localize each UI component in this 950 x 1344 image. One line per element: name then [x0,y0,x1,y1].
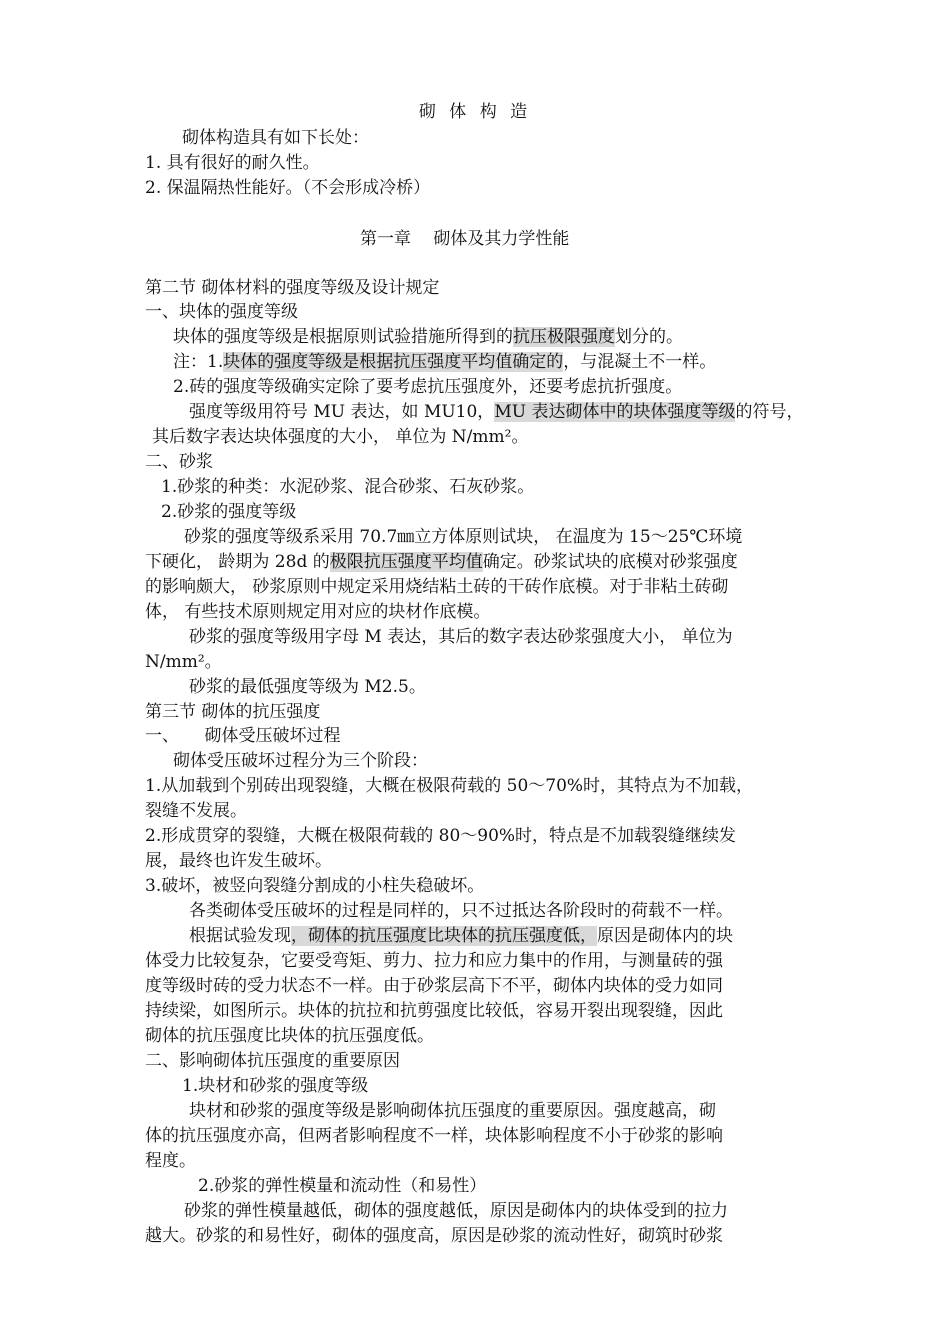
text-segment: 原因是砌体内的块 [597,926,733,946]
subsection-failure-process: 一、 砌体受压破坏过程 [145,726,341,746]
highlighted-text: 极限抗压强度平均值 [329,552,483,572]
paragraph-mu [189,400,803,424]
paragraph-factor-1: 块材和砂浆的强度等级是影响砌体抗压强度的重要原因。强度越高，砌 [189,1101,716,1121]
paragraph-same-process: 各类砌体受压破坏的过程是同样的，只不过抵达各阶段时的荷载不一样。 [189,901,733,921]
text-segment: 块体的强度等级是根据原则试验措施所得到的 [173,327,513,347]
stage-2: 2.形成贯穿的裂缝，大概在极限荷载的 80～90%时，特点是不加载裂缝继续发 [145,826,737,846]
stage-2-cont: 展，最终也许发生破坏。 [145,851,332,871]
note-1 [173,350,716,374]
subsection-factors: 二、影响砌体抗压强度的重要原因 [145,1051,400,1071]
page-title: 砌 体 构 造 [418,102,532,122]
text-segment: ，与混凝土不一样。 [563,352,717,372]
paragraph-line: 持续梁，如图所示。块体的抗拉和抗剪强度比较低，容易开裂出现裂缝，因此 [145,1001,723,1021]
section-2-heading: 第二节 砌体材料的强度等级及设计规定 [145,278,440,298]
paragraph-block-strength [173,325,683,349]
text-segment: 划分的。 [615,327,683,347]
factor-1-heading: 1.块材和砂浆的强度等级 [182,1076,369,1096]
text-segment: 下硬化， 龄期为 28d 的 [145,552,330,572]
stage-1: 1.从加载到个别砖出现裂缝，大概在极限荷载的 50～70%时，其特点为不加载， [145,776,754,796]
text-segment: 根据试验发现 [189,926,291,946]
text-segment: 确定。砂浆试块的底模对砂浆强度 [482,552,738,572]
factor-2-heading: 2.砂浆的弹性模量和流动性（和易性） [198,1176,487,1196]
stage-3: 3.破坏，被竖向裂缝分割成的小柱失稳破坏。 [145,876,485,896]
highlighted-text: MU 表达砌体中的块体强度等级 [494,402,736,422]
paragraph-mortar-test: 砂浆的强度等级系采用 70.7㎜立方体原则试块， 在温度为 15～25℃环境 [184,527,743,547]
paragraph-line: 度等级时砖的受力状态不一样。由于砂浆层高下不平，砌体内块体的受力如同 [145,976,723,996]
paragraph-factor-2: 砂浆的弹性模量越低，砌体的强度越低，原因是砌体内的块体受到的拉力 [184,1201,728,1221]
paragraph-line: 体， 有些技术原则规定用对应的块材作底模。 [145,602,491,622]
paragraph-line: 体受力比较复杂，它要受弯矩、剪力、拉力和应力集中的作用，与测量砖的强 [145,951,723,971]
mortar-strength-heading: 2.砂浆的强度等级 [161,502,297,522]
paragraph-min-grade: 砂浆的最低强度等级为 M2.5。 [189,677,426,697]
paragraph-line: 砌体的抗压强度比块体的抗压强度低。 [145,1026,434,1046]
note-2: 2.砖的强度等级确实定除了要考虑抗压强度外，还要考虑抗折强度。 [173,377,683,397]
subsection-block-strength: 一、块体的强度等级 [145,302,298,322]
text-segment: 强度等级用符号 MU 表达，如 MU10， [189,402,495,422]
stage-1-cont: 裂缝不发展。 [145,801,247,821]
paragraph-mortar-m: 砂浆的强度等级用字母 M 表达，其后的数字表达砂浆强度大小， 单位为 [189,627,733,647]
section-3-heading: 第三节 砌体的抗压强度 [145,702,321,722]
paragraph-test-finding [189,924,733,948]
paragraph-mortar-test-cont [145,550,738,574]
text-segment: 注：1. [173,352,224,372]
mortar-types: 1.砂浆的种类：水泥砂浆、混合砂浆、石灰砂浆。 [161,477,535,497]
text-segment: 的符号， [735,402,804,422]
paragraph-mu-cont: 其后数字表达块体强度的大小， 单位为 N/mm²。 [152,427,529,447]
advantage-2: 2. 保温隔热性能好。（不会形成冷桥） [145,178,431,198]
intro-text: 砌体构造具有如下长处： [182,128,369,148]
paragraph-stages: 砌体受压破坏过程分为三个阶段： [173,751,428,771]
highlighted-text: 块体的强度等级是根据抗压强度平均值确定的 [223,352,564,372]
advantage-1: 1. 具有很好的耐久性。 [145,153,320,173]
paragraph-line: 的影响颇大， 砂浆原则中规定采用烧结粘土砖的干砖作底模。对于非粘土砖砌 [145,577,729,597]
paragraph-line: N/mm²。 [145,652,222,672]
paragraph-line: 越大。砂浆的和易性好，砌体的强度高，原因是砂浆的流动性好，砌筑时砂浆 [145,1226,723,1246]
paragraph-line: 体的抗压强度亦高，但两者影响程度不一样，块体影响程度不小于砂浆的影响 [145,1126,723,1146]
highlighted-text: 抗压极限强度 [513,327,615,347]
chapter-heading: 第一章 砌体及其力学性能 [360,229,570,249]
paragraph-line: 程度。 [145,1151,196,1171]
highlighted-text: ，砌体的抗压强度比块体的抗压强度低， [291,926,597,946]
subsection-mortar: 二、砂浆 [145,452,213,472]
